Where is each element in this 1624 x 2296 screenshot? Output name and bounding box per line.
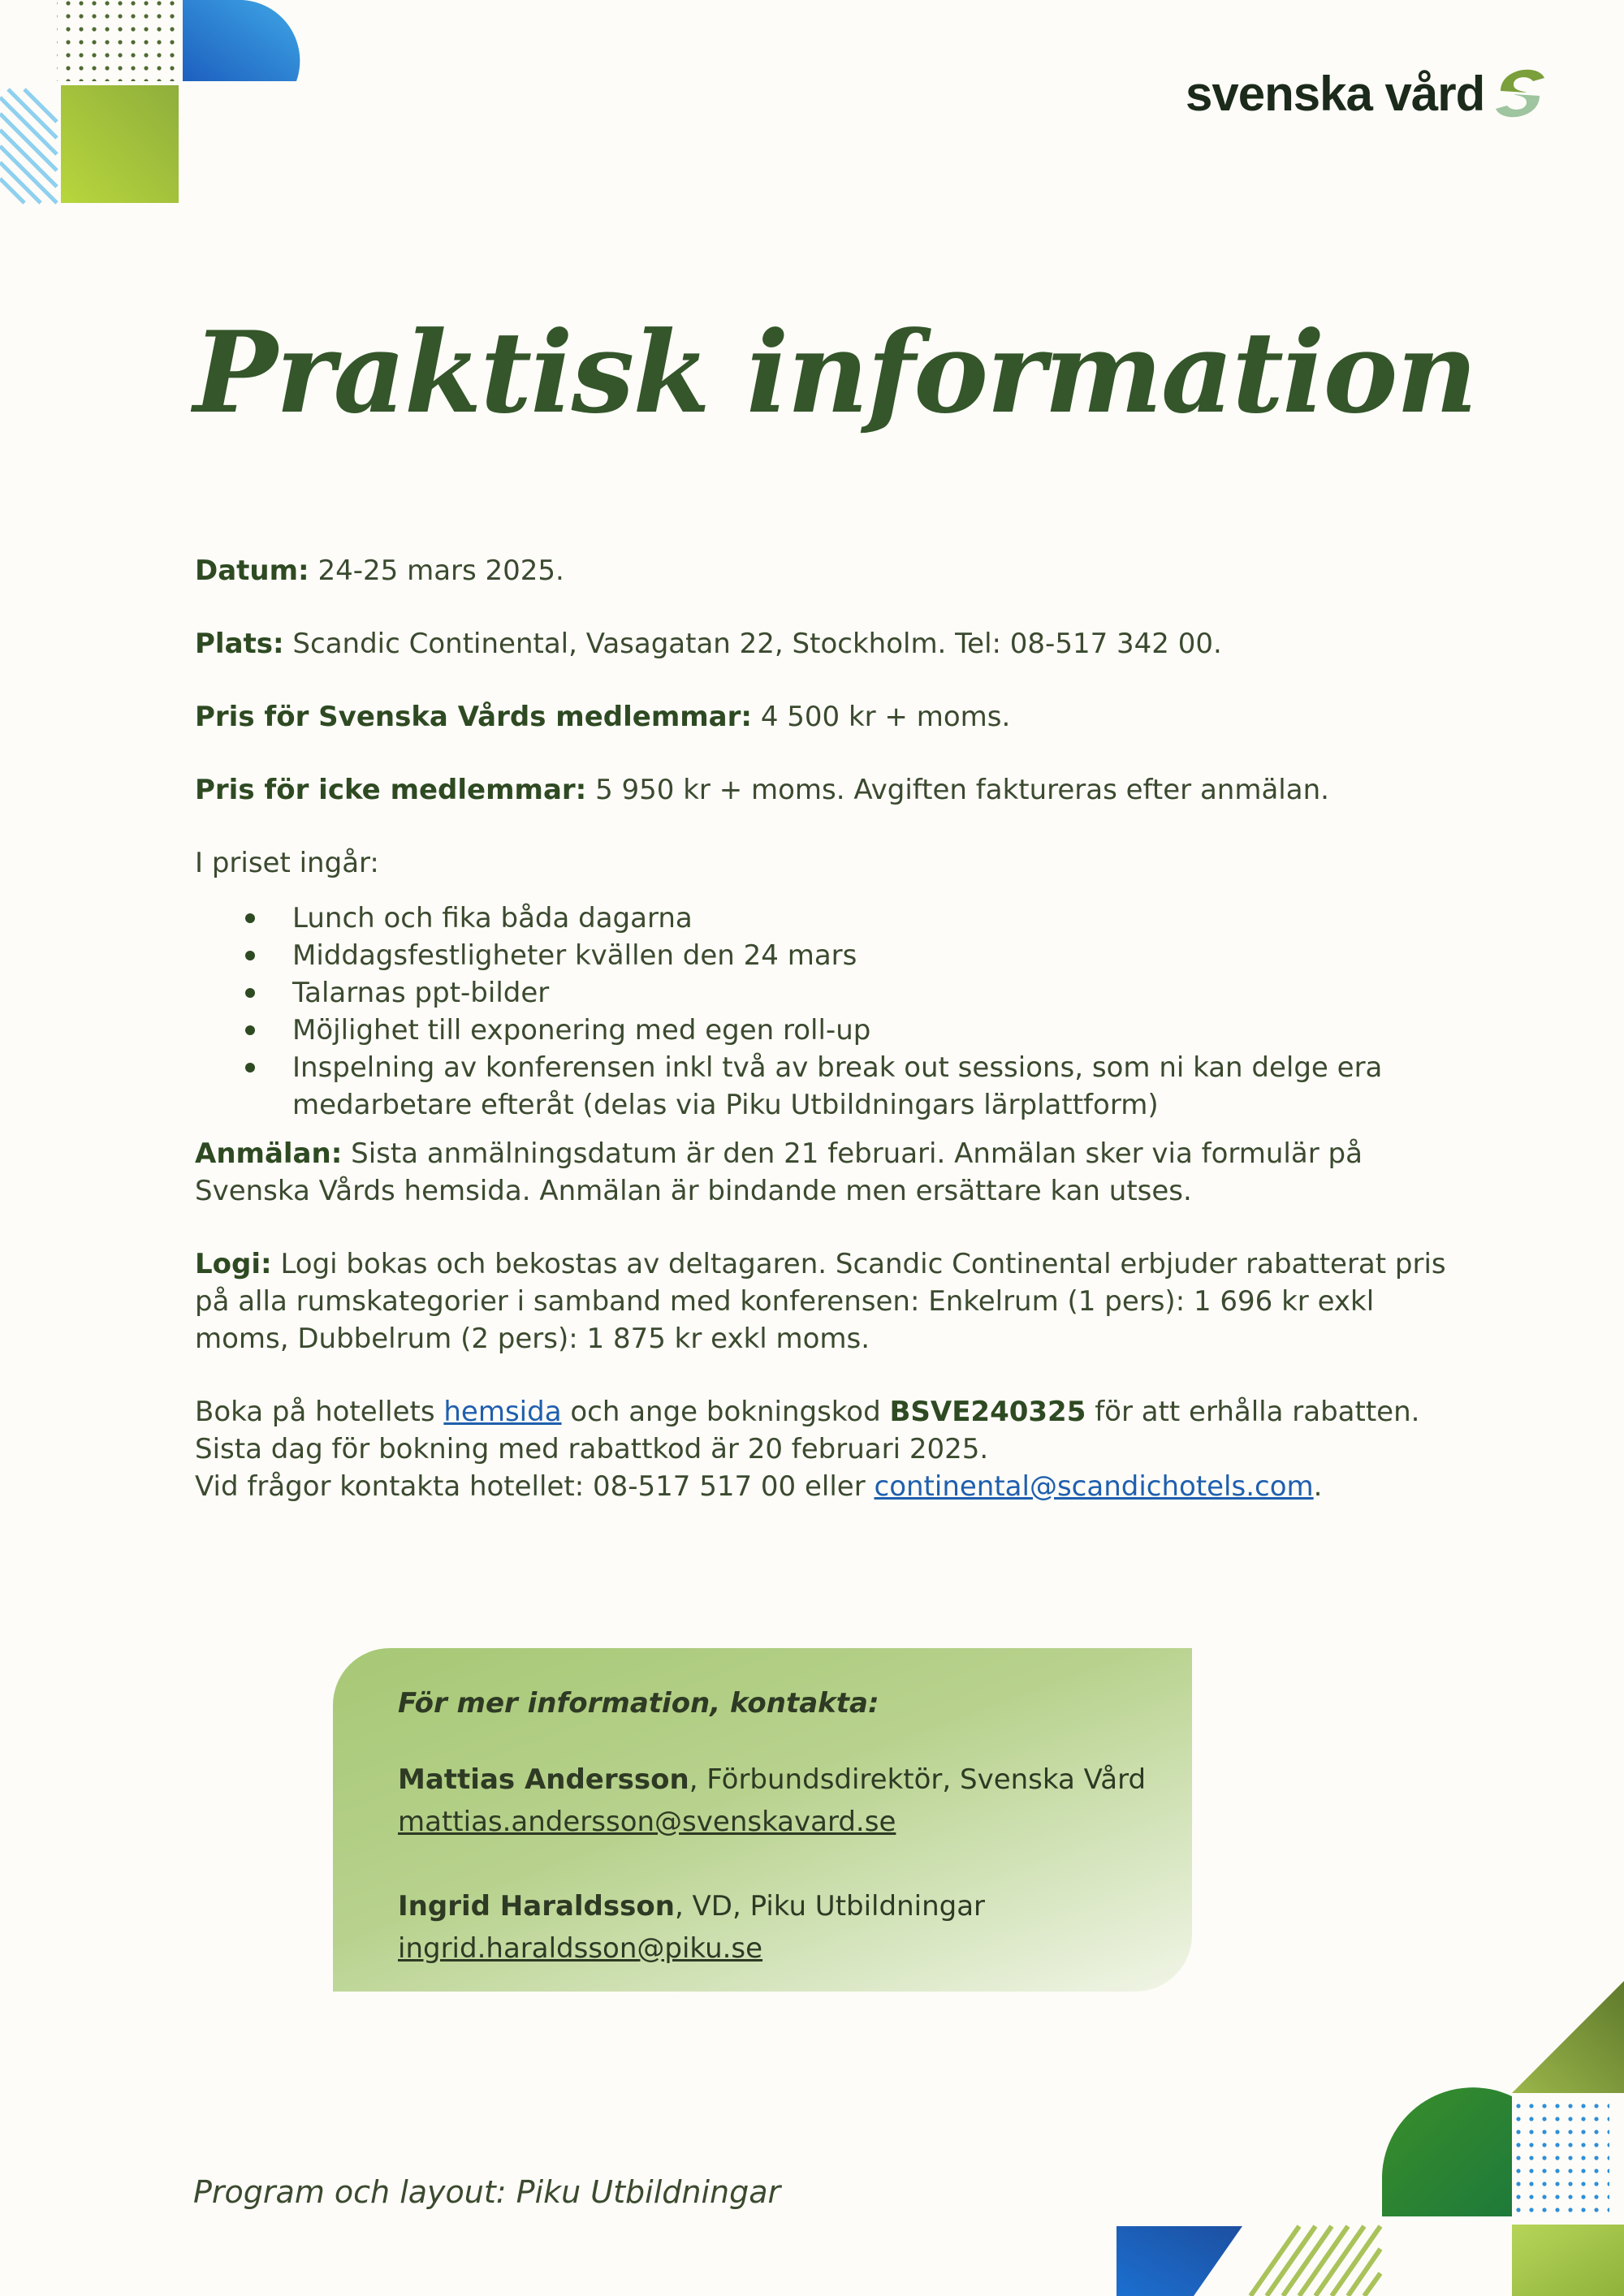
hotel-email-link[interactable]: continental@scandichotels.com bbox=[874, 1470, 1314, 1503]
logo-text: svenska vård bbox=[1186, 66, 1485, 121]
logi-label: Logi: bbox=[195, 1248, 272, 1280]
contact-person-1 bbox=[398, 1759, 1192, 1801]
booking-text: för att erhålla rabatten. bbox=[1095, 1396, 1420, 1428]
corner-decoration-top-left bbox=[0, 0, 309, 211]
logi-paragraph bbox=[195, 1245, 1462, 1357]
contact-email-link[interactable]: ingrid.haraldsson@piku.se bbox=[398, 1932, 763, 1965]
list-item: Talarnas ppt-bilder bbox=[292, 974, 1462, 1012]
plats-label: Plats: bbox=[195, 628, 284, 660]
anmalan-value: Sista anmälningsdatum är den 21 februari. Anmälan sker via formulär på Svenska Vårds hemsida. Anmälan är bindande men ersättare kan utses. bbox=[195, 1137, 1363, 1207]
contact-role: , Förbundsdirektör, Svenska Vård bbox=[689, 1763, 1147, 1796]
booking-text: . bbox=[1313, 1470, 1323, 1503]
plats-line bbox=[195, 625, 1462, 662]
pris-medlem-line bbox=[195, 698, 1462, 736]
logo-s-icon bbox=[1491, 58, 1549, 128]
pris-icke-line bbox=[195, 771, 1462, 809]
hotel-website-link[interactable]: hemsida bbox=[443, 1396, 562, 1428]
contact-email-link[interactable]: mattias.andersson@svenskavard.se bbox=[398, 1806, 896, 1838]
svenska-vard-logo bbox=[1186, 58, 1549, 128]
pris-icke-label: Pris för icke medlemmar: bbox=[195, 774, 587, 806]
booking-text: Boka på hotellets bbox=[195, 1396, 435, 1428]
booking-text: och ange bokningskod bbox=[570, 1396, 881, 1428]
contact-box bbox=[333, 1648, 1192, 1992]
plats-value: Scandic Continental, Vasagatan 22, Stockholm. Tel: 08-517 342 00. bbox=[292, 628, 1222, 660]
datum-line bbox=[195, 552, 1462, 589]
booking-line-2: Sista dag för bokning med rabattkod är 20 februari 2025. bbox=[195, 1433, 989, 1465]
logi-value: Logi bokas och bekostas av deltagaren. Scandic Continental erbjuder rabatterat pris på alla rumskategorier i samband med konferensen: Enkelrum (1 pers): 1 696 kr exkl moms, Dubbelrum (2 pers): 1 875 kr exkl moms. bbox=[195, 1248, 1446, 1355]
included-intro: I priset ingår: bbox=[195, 847, 379, 879]
datum-label: Datum: bbox=[195, 555, 309, 587]
info-content bbox=[195, 552, 1462, 1505]
contact-name: Ingrid Haraldsson bbox=[398, 1890, 675, 1923]
booking-text: Vid frågor kontakta hotellet: 08-517 517 00 eller bbox=[195, 1470, 866, 1503]
anmalan-label: Anmälan: bbox=[195, 1137, 343, 1170]
page-title: Praktisk information bbox=[193, 306, 1476, 438]
corner-decoration-bottom-right bbox=[1112, 1973, 1624, 2296]
list-item: Inspelning av konferensen inkl två av break out sessions, som ni kan delge era medarbetare efteråt (delas via Piku Utbildningars lärplattform) bbox=[292, 1049, 1462, 1124]
list-item: Middagsfestligheter kvällen den 24 mars bbox=[292, 937, 1462, 974]
list-item: Lunch och fika båda dagarna bbox=[292, 900, 1462, 937]
booking-line-1 bbox=[195, 1393, 1462, 1431]
pris-icke-value: 5 950 kr + moms. Avgiften faktureras efter anmälan. bbox=[595, 774, 1329, 806]
footer-credit: Program och layout: Piku Utbildningar bbox=[193, 2174, 781, 2210]
contact-name: Mattias Andersson bbox=[398, 1763, 689, 1796]
contact-heading: För mer information, kontakta: bbox=[398, 1687, 879, 1720]
anmalan-paragraph bbox=[195, 1135, 1462, 1210]
pris-medlem-label: Pris för Svenska Vårds medlemmar: bbox=[195, 701, 752, 733]
booking-line-3 bbox=[195, 1468, 1462, 1505]
included-list bbox=[195, 900, 1462, 1124]
datum-value: 24-25 mars 2025. bbox=[317, 555, 564, 587]
booking-code: BSVE240325 bbox=[889, 1396, 1086, 1428]
contact-role: , VD, Piku Utbildningar bbox=[674, 1890, 986, 1923]
pris-medlem-value: 4 500 kr + moms. bbox=[760, 701, 1011, 733]
list-item: Möjlighet till exponering med egen roll-up bbox=[292, 1012, 1462, 1049]
contact-person-2 bbox=[398, 1885, 1192, 1927]
